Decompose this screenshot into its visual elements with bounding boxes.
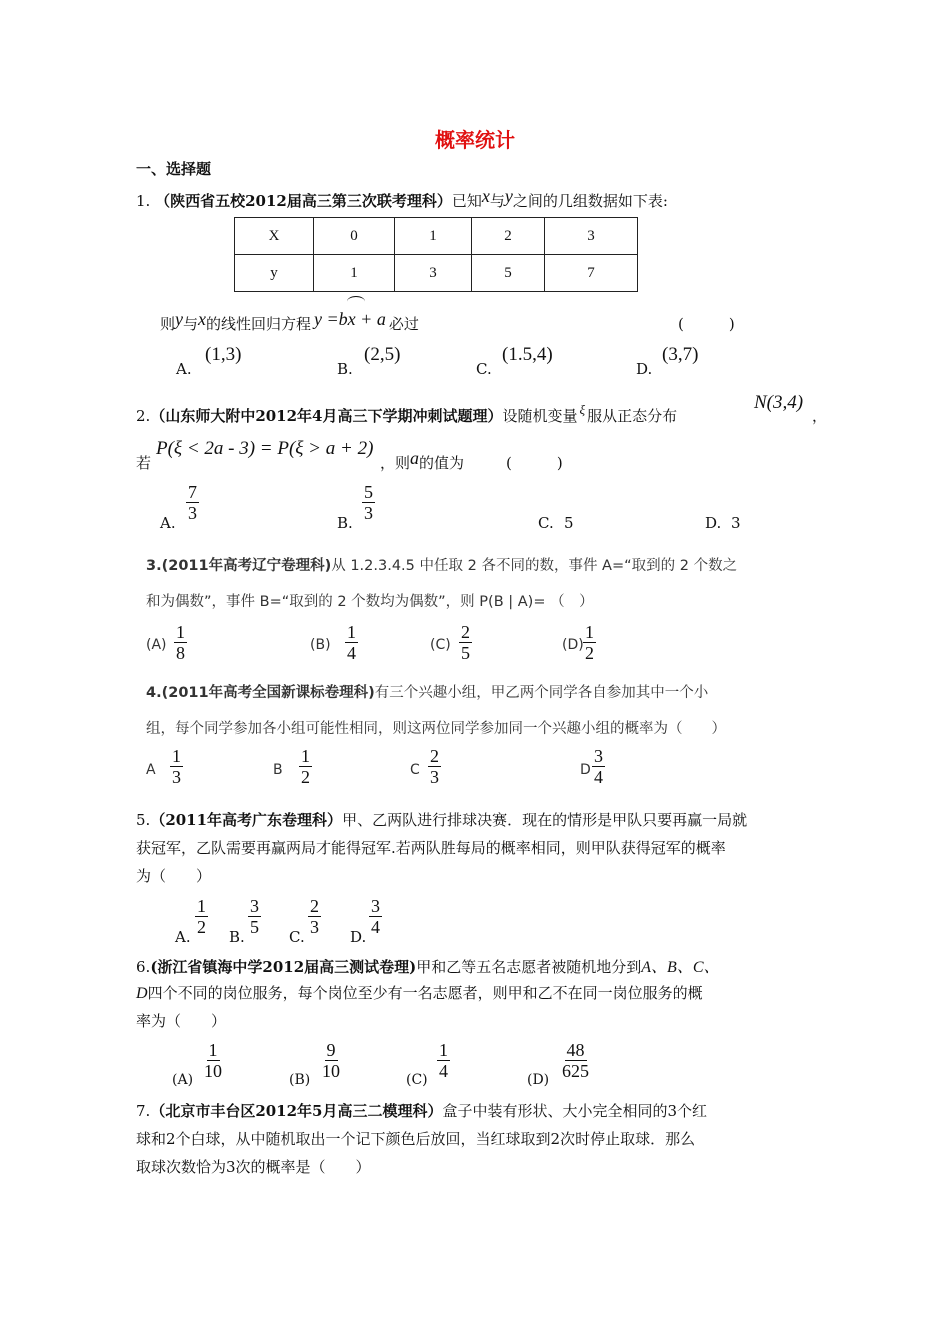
question-number: 2. — [136, 407, 151, 425]
denominator: 4 — [347, 643, 356, 663]
option-label: (D) — [562, 637, 584, 653]
option-label: (C) — [430, 637, 451, 653]
question-6-line-1 — [136, 954, 720, 977]
option-label: D. — [705, 514, 722, 532]
option-label: B. — [337, 514, 353, 532]
denominator: 3 — [430, 767, 439, 787]
question-number: 6. — [136, 958, 151, 976]
numerator: 1 — [197, 896, 206, 916]
question-source: （北京市丰台区2012年5月高三二模理科） — [150, 1102, 443, 1120]
numerator: 1 — [176, 622, 185, 642]
numerator: 48 — [566, 1040, 585, 1060]
denominator: 4 — [594, 767, 603, 787]
table-row — [235, 255, 638, 292]
table-cell: 1 — [314, 255, 395, 292]
variable-y: y — [504, 186, 513, 206]
table-row — [235, 218, 638, 255]
denominator: 2 — [301, 767, 310, 787]
question-6-line-3: 率为（ ） — [136, 1012, 227, 1030]
numerator: 2 — [310, 896, 319, 916]
question-text: 必过 — [388, 315, 419, 333]
section-heading: 一、选择题 — [136, 160, 212, 178]
question-7-line-3: 取球次数恰为3次的概率是（ ） — [136, 1158, 371, 1176]
fraction — [174, 622, 187, 663]
denominator: 3 — [172, 767, 181, 787]
question-number: 7. — [136, 1102, 151, 1120]
denominator: 10 — [322, 1061, 340, 1081]
denominator: 2 — [585, 643, 594, 663]
denominator: 3 — [188, 503, 197, 523]
fraction — [186, 482, 199, 523]
variable-a: a — [410, 448, 420, 468]
denominator: 10 — [204, 1061, 222, 1081]
question-2-line-2-end — [380, 448, 465, 473]
answer-paren: ( ) — [506, 454, 563, 472]
table-cell: 3 — [545, 218, 638, 255]
question-4-line-2: 组，每个同学参加各小组可能性相同，则这两位同学参加同一个兴趣小组的概率为（ ） — [146, 721, 726, 737]
fraction — [459, 622, 472, 663]
numerator: 1 — [172, 746, 181, 766]
option-label: A. — [176, 360, 192, 378]
option-value: 5 — [564, 514, 574, 532]
fraction — [428, 746, 441, 787]
denominator: 8 — [176, 643, 185, 663]
question-text: 与 — [489, 192, 505, 210]
numerator: 9 — [326, 1040, 336, 1060]
question-7-line-1 — [136, 1100, 707, 1121]
option-label: B. — [337, 360, 353, 378]
answer-paren: ( ) — [678, 315, 735, 333]
option-label: B — [273, 762, 283, 778]
option-label: C. — [538, 514, 554, 532]
question-source: (浙江省镇海中学2012届高三测试卷理) — [150, 958, 417, 976]
denominator: 5 — [461, 643, 470, 663]
fraction — [592, 746, 605, 787]
table-cell: 7 — [545, 255, 638, 292]
denominator: 2 — [197, 917, 206, 937]
numerator: 2 — [430, 746, 439, 766]
question-3-line-2: 和为偶数”，事件 B=“取到的 2 个数均为偶数”，则 P(B | A)= （ ） — [146, 594, 594, 610]
normal-distribution: N(3,4) — [754, 392, 804, 413]
question-source: （陕西省五校2012届高三第三次联考理科） — [155, 192, 452, 210]
option-label: (A) — [146, 637, 167, 653]
fraction — [202, 1040, 224, 1081]
hat-accent — [347, 296, 365, 307]
option-label: A — [146, 762, 156, 778]
option-label: D. — [636, 360, 653, 378]
question-source: 4.(2011年高考全国新课标卷理科) — [146, 685, 375, 701]
position-labels: A、B、C、 — [641, 959, 720, 976]
fraction — [560, 1040, 591, 1081]
question-number: 1. — [136, 192, 151, 210]
numerator: 3 — [371, 896, 380, 916]
question-text: 盒子中装有形状、大小完全相同的3个红 — [442, 1102, 708, 1120]
question-text: 则 — [160, 315, 176, 333]
denominator: 3 — [310, 917, 319, 937]
table-cell: X — [235, 218, 314, 255]
question-text: 若 — [136, 454, 152, 472]
numerator: 7 — [188, 482, 197, 502]
option-label: A. — [175, 928, 191, 946]
question-text: 的线性回归方程 — [206, 315, 312, 333]
question-source: 3.(2011年高考辽宁卷理科) — [146, 558, 332, 574]
fraction — [308, 896, 321, 937]
question-text: 四个不同的岗位服务，每个岗位至少有一名志愿者，则甲和乙不在同一岗位服务的概 — [147, 984, 703, 1002]
question-5-line-3: 为（ ） — [136, 867, 212, 885]
numerator: 1 — [585, 622, 594, 642]
denominator: 625 — [562, 1061, 589, 1081]
position-labels: D — [136, 985, 148, 1002]
numerator: 1 — [301, 746, 310, 766]
numerator: 3 — [250, 896, 259, 916]
option-label: A. — [160, 514, 176, 532]
fraction — [195, 896, 208, 937]
question-5-line-1 — [136, 809, 747, 830]
option-value: (1.5,4) — [502, 344, 553, 365]
denominator: 4 — [439, 1061, 448, 1081]
question-1-line-1 — [136, 186, 668, 211]
question-text: 的值为 — [419, 454, 465, 472]
question-source: （2011年高考广东卷理科） — [150, 811, 343, 829]
question-7-line-2: 球和2个白球，从中随机取出一个记下颜色后放回，当红球取到2次时停止取球．那么 — [136, 1130, 696, 1148]
page-title: 概率统计 — [435, 128, 515, 152]
question-text: 之间的几组数据如下表: — [512, 192, 668, 210]
fraction — [369, 896, 382, 937]
option-label: C. — [289, 928, 305, 946]
table-cell: 5 — [472, 255, 545, 292]
variable-x: x — [198, 309, 207, 329]
question-text: 服从正态分布 — [587, 407, 678, 425]
fraction — [583, 622, 596, 663]
option-label: C — [410, 762, 420, 778]
question-1-line-2 — [160, 309, 419, 334]
table-cell: y — [235, 255, 314, 292]
question-text: 与 — [183, 315, 199, 333]
table-cell: 3 — [395, 255, 472, 292]
option-label: C. — [476, 360, 492, 378]
fraction — [299, 746, 312, 787]
option-label: (C) — [406, 1072, 428, 1088]
probability-condition: P(ξ < 2a - 3) = P(ξ > a + 2) — [156, 438, 374, 459]
question-text: 有三个兴趣小组，甲乙两个同学各自参加其中一个小 — [374, 685, 709, 701]
fraction — [362, 482, 375, 523]
regression-equation: y =bx + a — [314, 309, 386, 329]
numerator: 1 — [439, 1040, 448, 1060]
comma: ， — [812, 407, 828, 425]
fraction — [320, 1040, 342, 1081]
option-value: (2,5) — [364, 344, 401, 365]
numerator: 1 — [347, 622, 356, 642]
question-text: 设随机变量 — [502, 407, 578, 425]
variable-x: x — [481, 186, 490, 206]
numerator: 2 — [461, 622, 470, 642]
numerator: 3 — [594, 746, 603, 766]
fraction — [437, 1040, 450, 1081]
question-text: 已知 — [451, 192, 482, 210]
table-cell: 1 — [395, 218, 472, 255]
question-text: 从 1.2.3.4.5 中任取 2 各不同的数，事件 A=“取到的 2 个数之 — [331, 558, 738, 574]
fraction — [248, 896, 261, 937]
option-label: D — [580, 762, 591, 778]
denominator: 5 — [250, 917, 259, 937]
question-6-line-2 — [136, 982, 703, 1003]
question-3-line-1 — [146, 554, 737, 575]
question-source: （山东师大附中2012年4月高三下学期冲刺试题理） — [150, 407, 503, 425]
denominator: 4 — [371, 917, 380, 937]
question-4-line-1 — [146, 681, 708, 702]
option-label: B. — [229, 928, 245, 946]
option-label: (D) — [527, 1072, 550, 1088]
variable-y: y — [175, 309, 184, 329]
option-value: (3,7) — [662, 344, 699, 365]
option-label: D. — [350, 928, 367, 946]
question-text: 甲和乙等五名志愿者被随机地分到 — [416, 958, 642, 976]
option-label: (B) — [289, 1072, 311, 1088]
denominator: 3 — [364, 503, 373, 523]
question-text: 甲、乙两队进行排球决赛．现在的情形是甲队只要再赢一局就 — [342, 811, 748, 829]
table-cell: 0 — [314, 218, 395, 255]
fraction — [170, 746, 183, 787]
question-2-line-1 — [136, 402, 678, 426]
option-label: (A) — [172, 1072, 194, 1088]
table-cell: 2 — [472, 218, 545, 255]
variable-xi: ξ — [579, 402, 586, 417]
option-value: 3 — [731, 514, 741, 532]
question-5-line-2: 获冠军，乙队需要再赢两局才能得冠军.若两队胜每局的概率相同，则甲队获得冠军的概率 — [136, 839, 726, 857]
fraction — [345, 622, 358, 663]
numerator: 1 — [208, 1040, 218, 1060]
question-number: 5. — [136, 811, 151, 829]
data-table — [234, 217, 638, 292]
question-text: ，则 — [380, 454, 411, 472]
numerator: 5 — [364, 482, 373, 502]
option-label: (B) — [310, 637, 331, 653]
option-value: (1,3) — [205, 344, 242, 365]
